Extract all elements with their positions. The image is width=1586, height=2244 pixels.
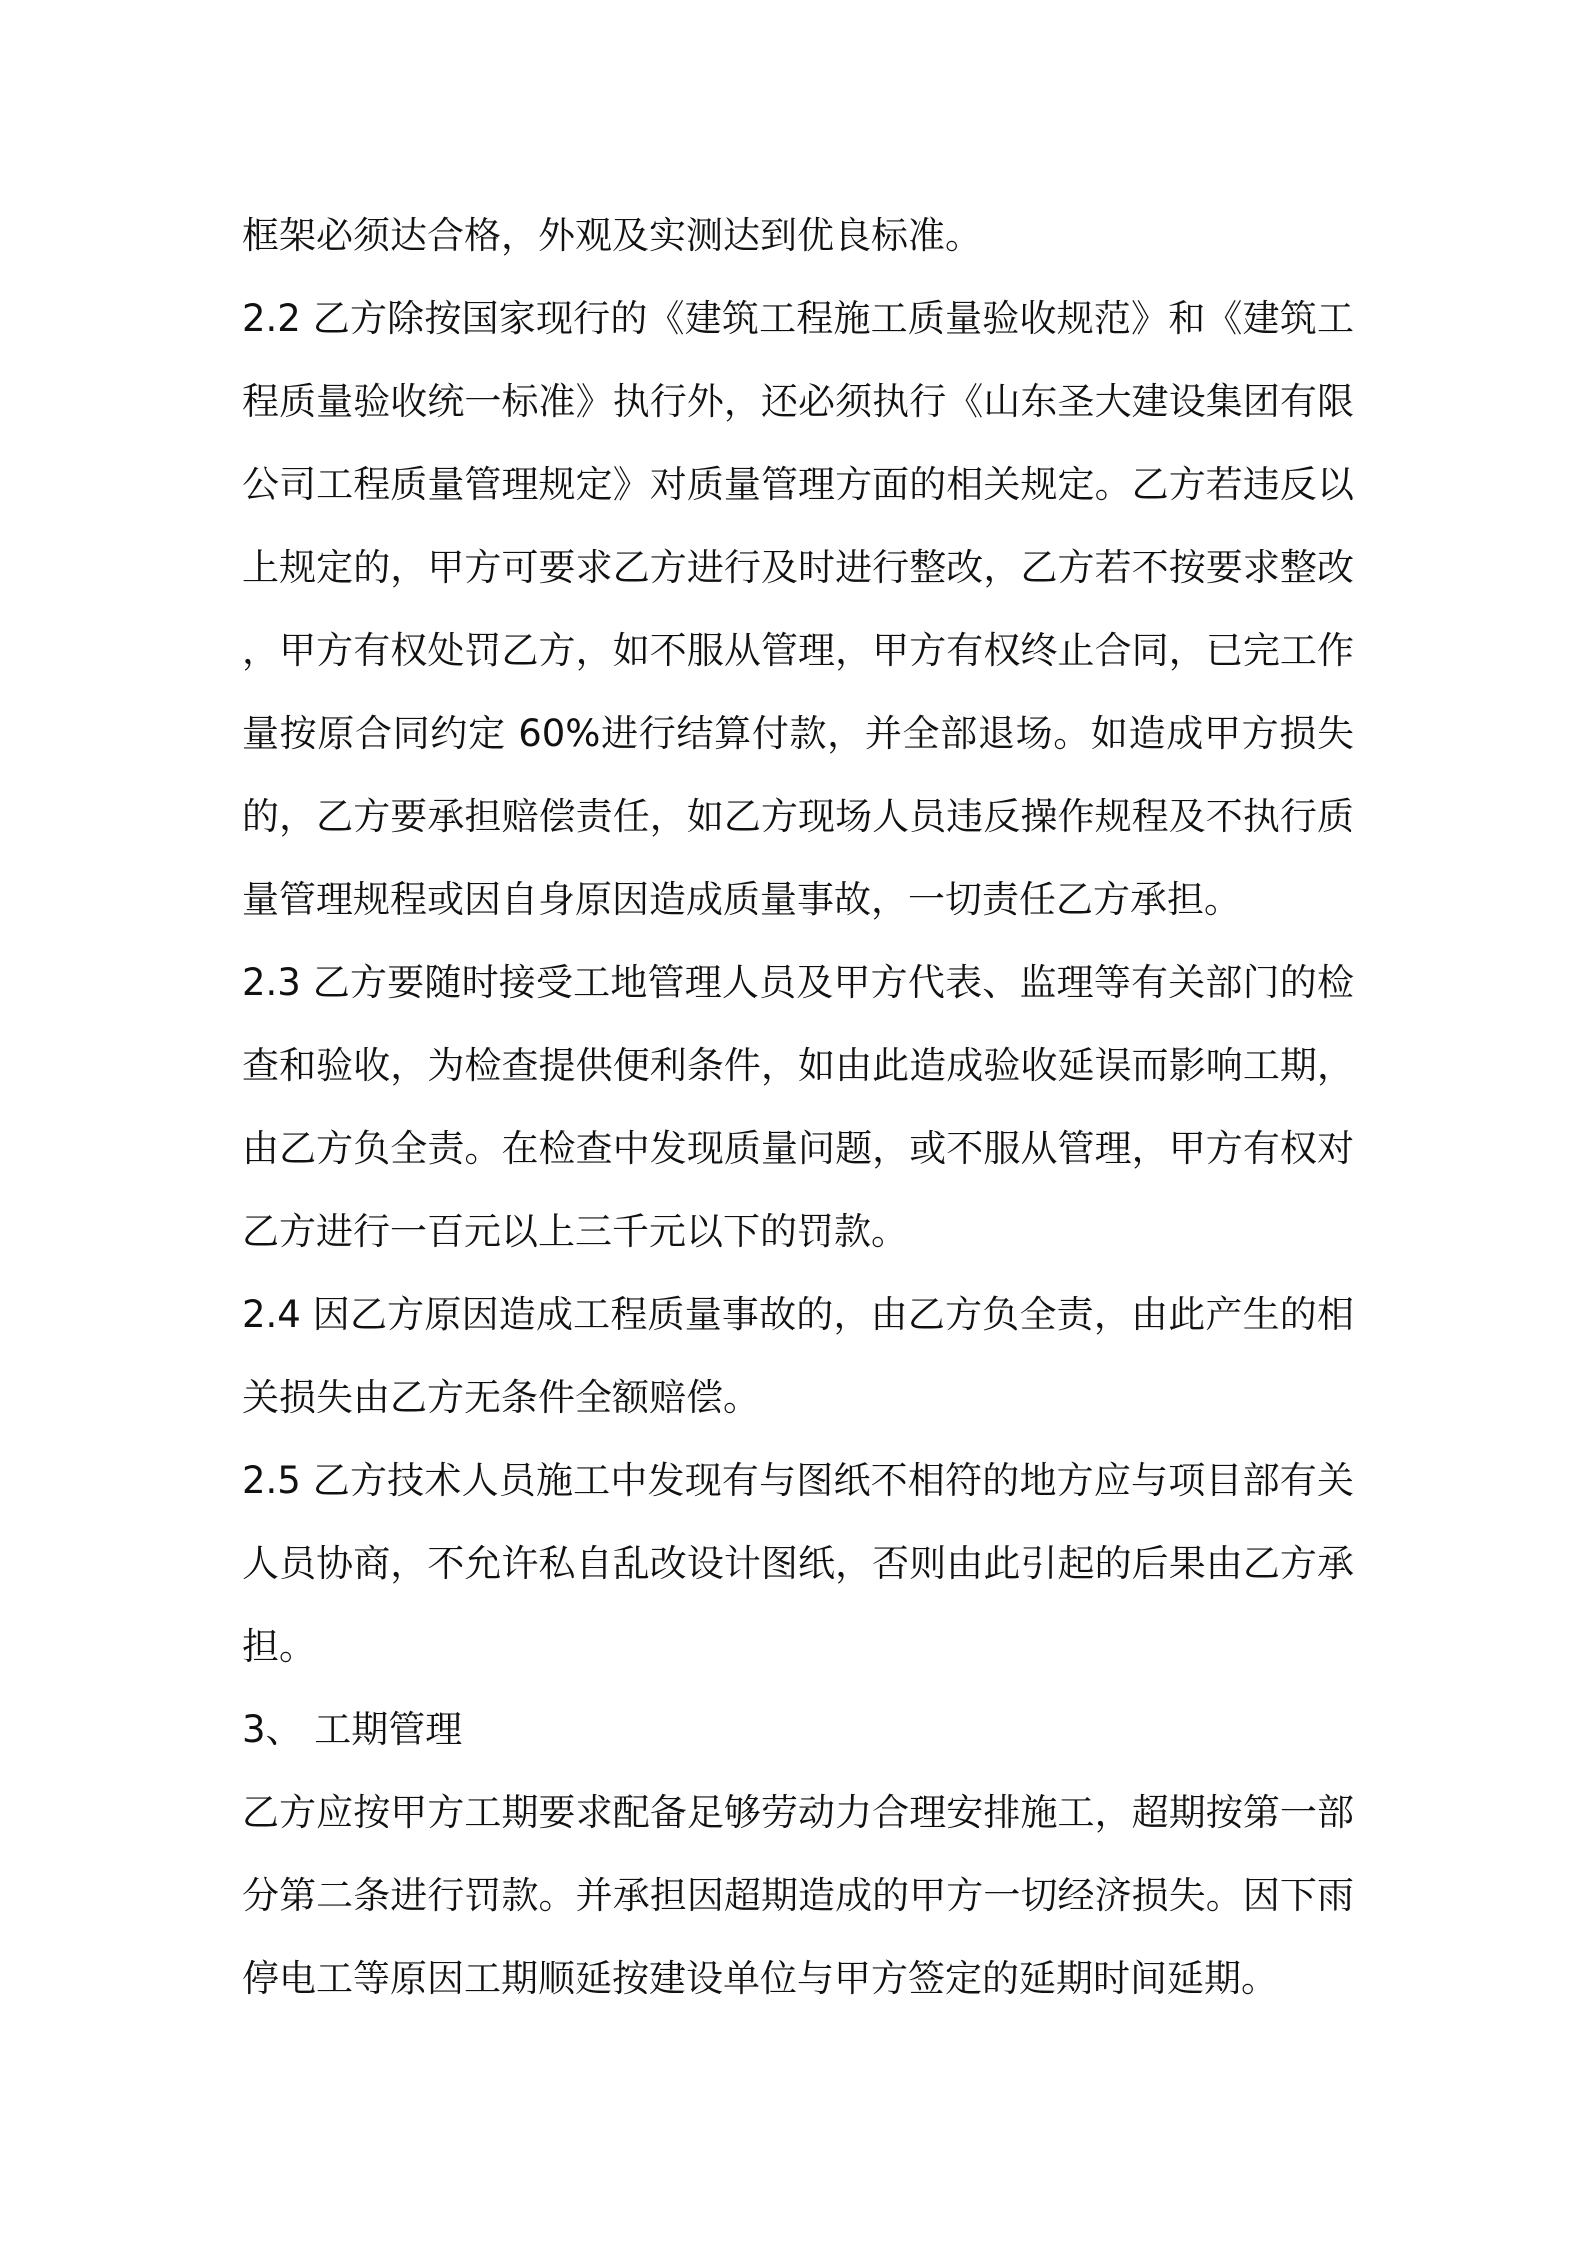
section-heading-schedule: 3、 工期管理 — [242, 1708, 463, 1751]
paragraph-quality-standard: 框架必须达合格，外观及实测达到优良标准。 — [242, 214, 982, 257]
paragraph-clause-2-4: 2.4 因乙方原因造成工程质量事故的，由乙方负全责，由此产生的相关损失由乙方无条件全额赔偿。 — [242, 1293, 1354, 1419]
paragraph-clause-2-5: 2.5 乙方技术人员施工中发现有与图纸不相符的地方应与项目部有关人员协商，不允许私自乱改设计图纸，否则由此引起的后果由乙方承担。 — [242, 1459, 1354, 1668]
paragraph-clause-2-3: 2.3 乙方要随时接受工地管理人员及甲方代表、监理等有关部门的检查和验收，为检查提供便利条件，如由此造成验收延误而影响工期，由乙方负全责。在检查中发现质量问题，或不服从管理，甲方有权对乙方进行一百元以上三千元以下的罚款。 — [242, 961, 1354, 1253]
paragraph-schedule-management: 乙方应按甲方工期要求配备足够劳动力合理安排施工，超期按第一部分第二条进行罚款。并承担因超期造成的甲方一切经济损失。因下雨停电工等原因工期顺延按建设单位与甲方签定的延期时间延期。 — [242, 1791, 1354, 2000]
paragraph-clause-2-2: 2.2 乙方除按国家现行的《建筑工程施工质量验收规范》和《建筑工程质量验收统一标准》执行外，还必须执行《山东圣大建设集团有限公司工程质量管理规定》对质量管理方面的相关规定。乙方若违反以上规定的，甲方可要求乙方进行及时进行整改，乙方若不按要求整改，甲方有权处罚乙方，如不服从管理，甲方有权终止合同，已完工作量按原合同约定 60%进行结算付款，并全部退场。如造成甲方损失的，乙方要承担赔偿责任，如乙方现场人员违反操作规程及不执行质量管理规程或因自身原因造成质量事故，一切责任乙方承担。 — [242, 297, 1354, 921]
document-body — [242, 194, 1354, 2020]
